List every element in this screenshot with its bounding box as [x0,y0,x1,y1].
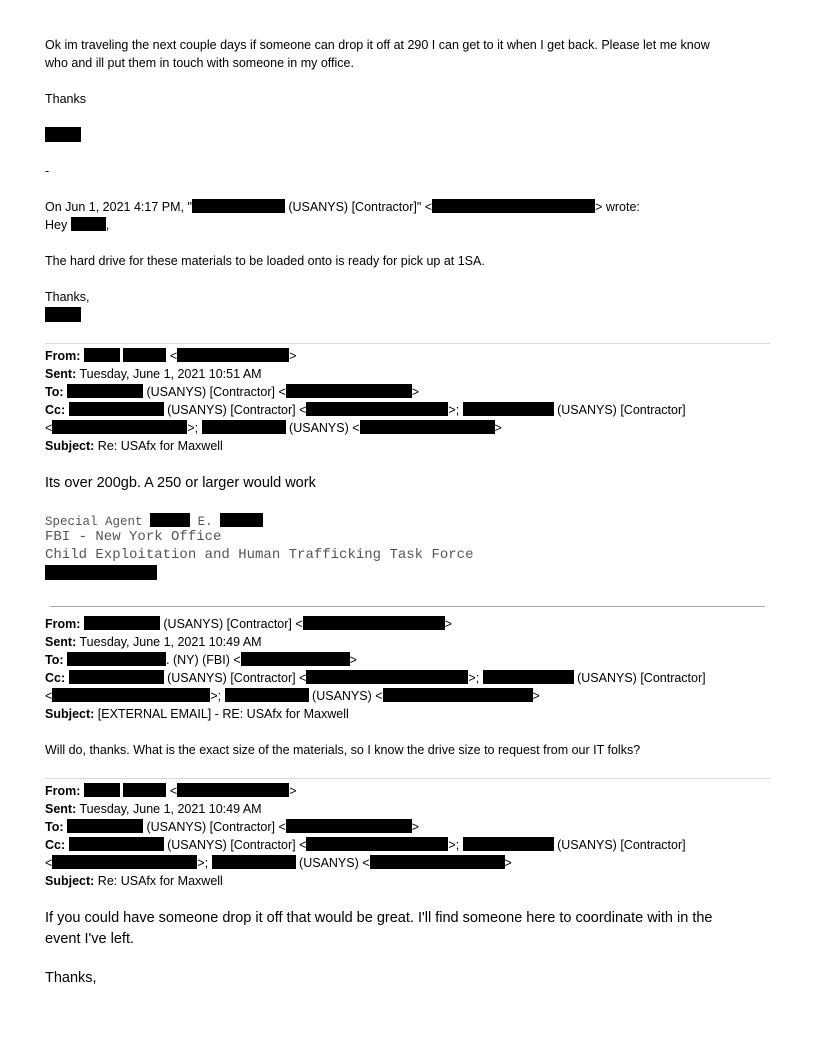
msg2-subject [45,706,349,722]
msg2-cc-cont [45,688,540,704]
redaction [202,420,286,434]
email-body-line: who and ill put them in touch with someone in my office. [45,56,354,70]
redaction [52,688,210,702]
signature-line [45,513,263,530]
redaction [84,348,120,362]
field-label: To: [45,820,64,834]
msg1-cc [45,402,686,418]
text-segment: (USANYS) [Contractor] < [159,617,303,631]
text-segment: Special Agent [45,515,143,529]
redaction [123,783,166,797]
msg3-subject [45,873,223,889]
msg1-from [45,348,297,364]
redaction [84,783,120,797]
text-segment: (USANYS) [Contractor]" < [284,200,433,214]
text-segment: > wrote: [595,200,640,214]
text-segment: , [105,218,110,232]
redaction [483,670,574,684]
text-segment: Re: USAfx for Maxwell [97,439,223,453]
field-label: Cc: [45,403,66,417]
header-divider [45,343,770,344]
text-segment: < [45,689,53,703]
msg1-cc-cont [45,420,502,436]
text-segment: >; [468,671,483,685]
msg1-body: Its over 200gb. A 250 or larger would work [45,475,316,491]
text-segment: (USANYS) [Contractor] < [163,671,307,685]
text-segment: (USANYS) [Contractor] [573,671,706,685]
field-label: To: [45,653,64,667]
email-body-line: Ok im traveling the next couple days if someone can drop it off at 290 I can get to it when I get back. Please let me know [45,38,710,52]
field-label: Sent: [45,367,77,381]
text-segment: >; [448,403,463,417]
redaction [306,402,448,416]
redaction [69,402,164,416]
separator-dash: - [45,164,50,178]
redaction [383,688,533,702]
email-signoff: Thanks [45,92,86,106]
redaction [52,855,197,869]
redaction [360,420,495,434]
text-segment: < [45,421,53,435]
redaction [67,384,143,398]
text-segment: On Jun 1, 2021 4:17 PM, " [45,200,192,214]
text-segment: . (NY) (FBI) < [166,653,241,667]
redaction [52,420,187,434]
text-segment: (USANYS) [Contractor] < [143,820,286,834]
field-label: Cc: [45,838,66,852]
redaction [192,199,285,213]
field-label: From: [45,349,81,363]
field-label: Sent: [45,802,77,816]
text-segment: (USANYS) < [308,689,383,703]
text-segment: > [532,689,540,703]
text-segment: < [45,856,53,870]
msg2-from [45,616,452,632]
redaction [241,652,350,666]
field-label: Cc: [45,671,66,685]
field-label: Subject: [45,874,95,888]
text-segment: > [411,820,420,834]
msg2-sent [45,634,262,650]
text-segment: >; [187,421,202,435]
field-label: To: [45,385,64,399]
text-segment: >; [197,856,212,870]
text-segment: >; [448,838,463,852]
msg1-sent [45,366,262,382]
text-segment: > [504,856,512,870]
text-segment: (USANYS) [Contractor] [553,403,686,417]
msg3-cc-cont [45,855,512,871]
text-segment: (USANYS) < [295,856,370,870]
msg1-subject [45,438,223,454]
signature-divider [50,606,765,607]
text-segment: Hey [45,218,68,232]
field-label: Sent: [45,635,77,649]
text-segment: > [349,653,357,667]
redaction [45,565,157,580]
redaction [286,384,412,398]
text-segment: (USANYS) [Contractor] < [163,838,307,852]
redacted-signature [45,127,81,144]
redaction [463,837,554,851]
text-segment: > [289,784,297,798]
redaction [69,670,164,684]
field-label: From: [45,617,81,631]
msg3-body-line: event I've left. [45,931,135,947]
msg2-body: Will do, thanks. What is the exact size of the materials, so I know the drive size to request from our IT folks? [45,743,641,757]
text-segment: Tuesday, June 1, 2021 10:49 AM [79,635,262,649]
redaction [220,513,263,527]
text-segment: > [494,421,502,435]
redacted-signature [45,307,81,324]
redaction [432,199,595,213]
header-divider [45,778,770,779]
redaction [177,348,289,362]
text-segment: > [444,617,452,631]
text-segment: E. [197,515,213,529]
redaction [303,616,445,630]
text-segment: [EXTERNAL EMAIL] - RE: USAfx for Maxwell [97,707,349,721]
quoted-greeting [45,217,109,233]
redaction [306,837,448,851]
text-segment: >; [210,689,225,703]
redaction [67,819,143,833]
redaction [123,348,166,362]
redaction [370,855,505,869]
signature-line: Child Exploitation and Human Trafficking Task Force [45,547,474,563]
redacted-signature [45,565,157,582]
redaction [45,307,81,322]
redaction [225,688,309,702]
msg2-cc [45,670,706,686]
field-label: From: [45,784,81,798]
text-segment: < [169,784,178,798]
field-label: Subject: [45,439,95,453]
redaction [463,402,554,416]
text-segment: Re: USAfx for Maxwell [97,874,223,888]
redaction [84,616,160,630]
msg2-to [45,652,357,668]
text-segment: (USANYS) [Contractor] < [143,385,286,399]
redaction [45,127,81,142]
text-segment: Tuesday, June 1, 2021 10:51 AM [79,367,262,381]
msg1-to [45,384,419,400]
text-segment: (USANYS) [Contractor] [553,838,686,852]
field-label: Subject: [45,707,95,721]
msg3-from [45,783,297,799]
redaction [306,670,468,684]
redaction [69,837,164,851]
redaction [212,855,296,869]
text-segment: < [169,349,178,363]
text-segment: > [289,349,297,363]
text-segment: > [411,385,420,399]
msg3-signoff: Thanks, [45,970,97,986]
redaction [71,217,106,231]
msg3-body-line: If you could have someone drop it off that would be great. I'll find someone here to coordinate with in the [45,910,713,926]
quoted-signoff: Thanks, [45,290,90,304]
redaction [286,819,412,833]
redaction [150,513,190,527]
quoted-attribution [45,199,640,215]
text-segment: Tuesday, June 1, 2021 10:49 AM [79,802,262,816]
msg3-to [45,819,419,835]
redaction [177,783,289,797]
signature-line: FBI - New York Office [45,529,222,545]
quoted-body: The hard drive for these materials to be loaded onto is ready for pick up at 1SA. [45,254,485,268]
text-segment: (USANYS) [Contractor] < [163,403,307,417]
msg3-cc [45,837,686,853]
redaction [67,652,166,666]
text-segment: (USANYS) < [285,421,360,435]
msg3-sent [45,801,262,817]
